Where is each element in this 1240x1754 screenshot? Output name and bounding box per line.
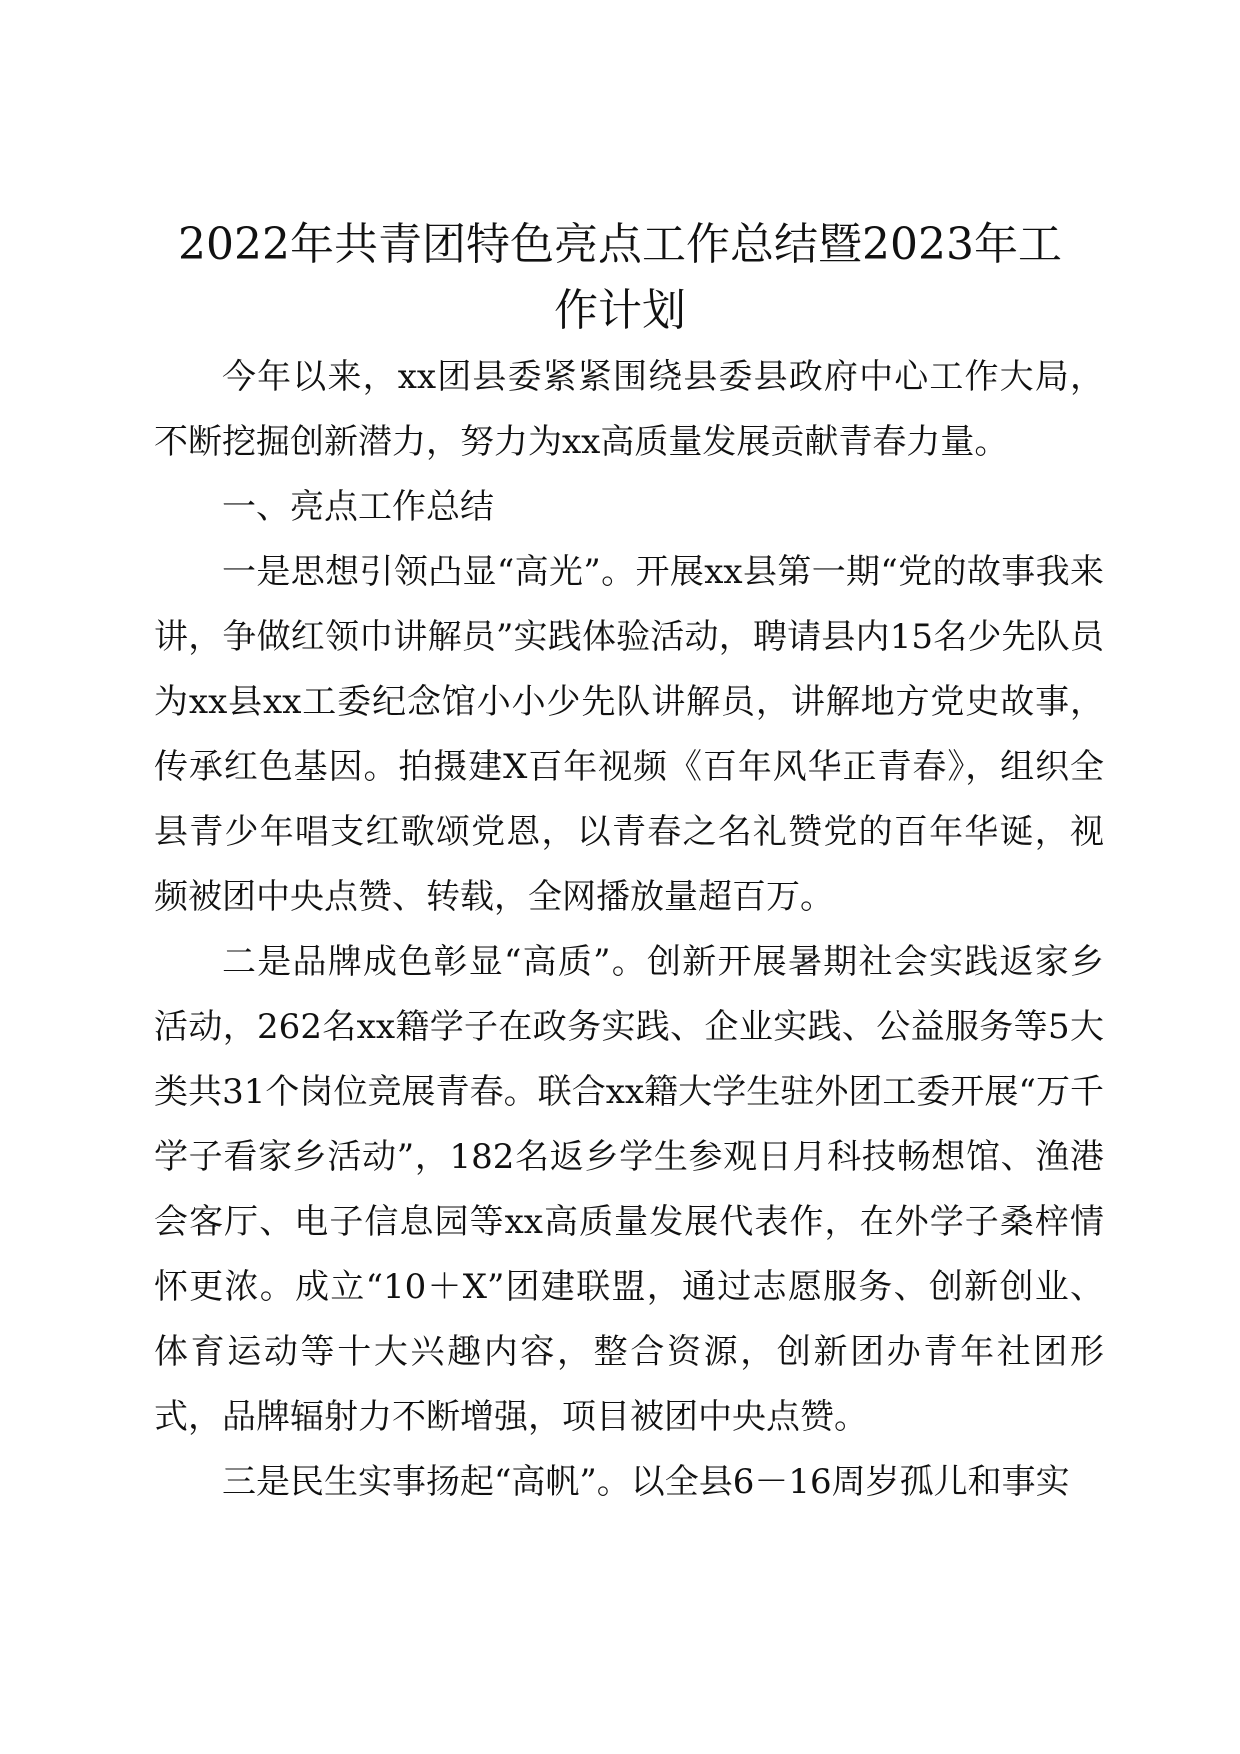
- title-line-1: 2022年共青团特色亮点工作总结暨2023年工: [178, 219, 1062, 270]
- intro-paragraph: 今年以来，xx团县委紧紧围绕县委县政府中心工作大局，不断挖掘创新潜力，努力为xx高质量发展贡献青春力量。: [154, 357, 1104, 462]
- paragraph-livelihood: 三是民生实事扬起“高帆”。以全县6－16周岁孤儿和事实: [222, 1462, 1070, 1502]
- document-body: [154, 345, 1104, 1515]
- section-heading: 一、亮点工作总结: [222, 487, 494, 527]
- title-line-2: 作计划: [554, 285, 686, 336]
- paragraph-brand-quality: 二是品牌成色彰显“高质”。创新开展暑期社会实践返家乡活动，262名xx籍学子在政务实践、企业实践、公益服务等5大类共31个岗位竞展青春。联合xx籍大学生驻外团工委开展“万千学子看家乡活动”，182名返乡学生参观日月科技畅想馆、渔港会客厅、电子信息园等xx高质量发展代表作，在外学子桑梓情怀更浓。成立“10＋X”团建联盟，通过志愿服务、创新创业、体育运动等十大兴趣内容，整合资源，创新团办青年社团形式，品牌辐射力不断增强，项目被团中央点赞。: [154, 942, 1104, 1437]
- paragraph-thought-leadership: 一是思想引领凸显“高光”。开展xx县第一期“党的故事我来讲，争做红领巾讲解员”实践体验活动，聘请县内15名少先队员为xx县xx工委纪念馆小小少先队讲解员，讲解地方党史故事，传承红色基因。拍摄建X百年视频《百年风华正青春》，组织全县青少年唱支红歌颂党恩，以青春之名礼赞党的百年华诞，视频被团中央点赞、转载，全网播放量超百万。: [154, 552, 1104, 917]
- document-title: [130, 212, 1110, 344]
